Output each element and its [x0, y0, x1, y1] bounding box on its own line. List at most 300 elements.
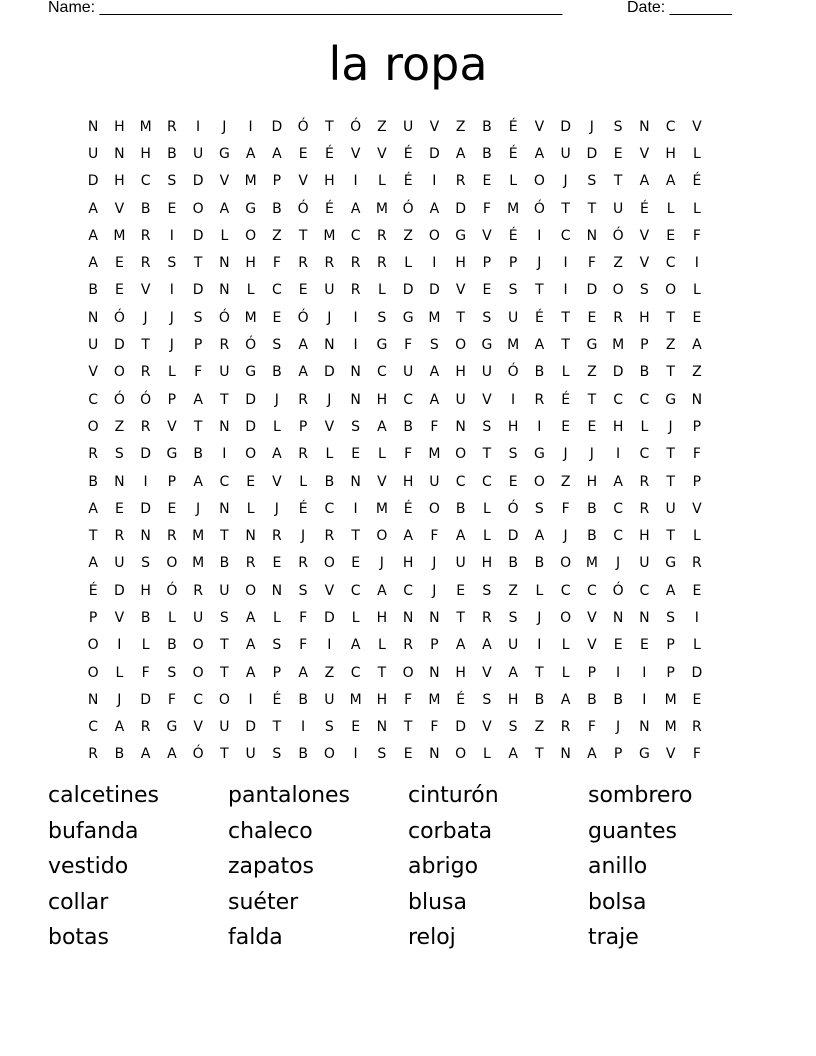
- grid-letter: R: [167, 118, 177, 135]
- grid-letter: A: [88, 255, 98, 272]
- grid-letter: R: [272, 528, 282, 545]
- grid-letter: D: [113, 337, 125, 354]
- grid-letter: A: [560, 691, 571, 708]
- grid-letter: M: [664, 691, 677, 708]
- name-line: Name: ____________________________________________________: [48, 0, 563, 16]
- grid-letter: A: [613, 473, 623, 490]
- grid-letter: A: [639, 173, 650, 190]
- grid-letter: É: [324, 200, 334, 217]
- grid-letter: E: [272, 309, 282, 326]
- grid-letter: E: [272, 555, 282, 572]
- grid-letter: O: [402, 664, 414, 681]
- grid-letter: V: [587, 637, 597, 654]
- grid-row: [80, 604, 736, 631]
- grid-letter: U: [508, 309, 519, 326]
- grid-letter: F: [194, 364, 203, 381]
- grid-letter: G: [218, 145, 230, 162]
- grid-letter: Z: [272, 227, 282, 244]
- grid-letter: O: [428, 227, 440, 244]
- grid-letter: B: [272, 364, 282, 381]
- grid-letter: A: [455, 528, 466, 545]
- grid-letter: H: [455, 364, 466, 381]
- grid-letter: O: [428, 500, 440, 517]
- grid-letter: V: [298, 173, 308, 190]
- grid-letter: H: [376, 391, 388, 408]
- grid-letter: F: [587, 255, 596, 272]
- grid-letter: N: [402, 609, 414, 626]
- grid-letter: N: [429, 664, 440, 681]
- grid-letter: A: [245, 664, 256, 681]
- grid-letter: D: [428, 145, 440, 162]
- grid-letter: S: [167, 255, 177, 272]
- grid-letter: T: [456, 309, 465, 326]
- grid-letter: M: [375, 200, 388, 217]
- grid-letter: M: [323, 227, 336, 244]
- grid-row: [80, 686, 736, 713]
- grid-letter: J: [169, 337, 174, 354]
- grid-letter: S: [508, 446, 518, 463]
- grid-row: [80, 659, 736, 686]
- grid-letter: Ó: [533, 200, 545, 217]
- grid-letter: E: [482, 282, 492, 299]
- grid-row: [80, 577, 736, 604]
- grid-letter: P: [692, 418, 702, 435]
- grid-letter: N: [612, 609, 624, 626]
- grid-letter: J: [196, 500, 201, 517]
- grid-letter: L: [115, 664, 124, 681]
- grid-letter: B: [88, 473, 98, 490]
- grid-letter: H: [665, 145, 676, 162]
- grid-letter: I: [616, 446, 621, 463]
- grid-letter: Ó: [218, 309, 230, 326]
- word-bank-item: guantes: [588, 818, 677, 844]
- grid-letter: S: [272, 337, 282, 354]
- grid-letter: N: [219, 418, 230, 435]
- grid-letter: R: [692, 555, 702, 572]
- grid-letter: O: [533, 473, 545, 490]
- grid-letter: T: [587, 200, 597, 217]
- grid-letter: R: [324, 255, 335, 272]
- grid-letter: S: [587, 173, 597, 190]
- grid-letter: Z: [455, 118, 466, 135]
- grid-letter: T: [613, 173, 623, 190]
- grid-letter: N: [586, 227, 598, 244]
- grid-letter: O: [245, 227, 257, 244]
- grid-letter: B: [219, 555, 230, 572]
- grid-letter: E: [587, 418, 597, 435]
- grid-letter: B: [455, 500, 466, 517]
- grid-letter: O: [87, 418, 99, 435]
- grid-letter: D: [192, 173, 204, 190]
- grid-letter: C: [324, 500, 335, 517]
- grid-letter: I: [327, 637, 332, 654]
- grid-letter: M: [585, 555, 598, 572]
- grid-letter: J: [432, 582, 437, 599]
- grid-letter: E: [403, 746, 413, 763]
- grid-letter: É: [403, 173, 413, 190]
- grid-letter: I: [248, 118, 253, 135]
- grid-letter: C: [639, 582, 650, 599]
- grid-letter: T: [141, 337, 150, 354]
- grid-letter: L: [377, 282, 386, 299]
- grid-letter: T: [220, 746, 229, 763]
- grid-letter: B: [114, 746, 125, 763]
- grid-letter: D: [323, 609, 335, 626]
- grid-letter: V: [639, 255, 650, 272]
- grid-letter: G: [586, 337, 598, 354]
- grid-letter: T: [535, 746, 544, 763]
- grid-letter: P: [692, 473, 702, 490]
- grid-letter: A: [377, 418, 387, 435]
- grid-letter: E: [351, 446, 361, 463]
- grid-letter: V: [639, 145, 650, 162]
- grid-letter: U: [613, 200, 624, 217]
- grid-letter: M: [428, 309, 441, 326]
- grid-letter: V: [534, 118, 545, 135]
- grid-letter: V: [88, 364, 98, 381]
- grid-letter: H: [455, 664, 466, 681]
- grid-letter: E: [351, 555, 361, 572]
- grid-letter: D: [140, 691, 152, 708]
- word-bank-item: botas: [48, 925, 109, 950]
- grid-letter: S: [482, 418, 492, 435]
- grid-letter: C: [350, 227, 361, 244]
- grid-letter: M: [428, 691, 441, 708]
- grid-letter: O: [87, 637, 99, 654]
- grid-letter: T: [666, 364, 675, 381]
- grid-row: [80, 550, 736, 577]
- grid-letter: C: [455, 473, 466, 490]
- grid-letter: H: [114, 173, 125, 190]
- grid-row: [80, 714, 736, 741]
- grid-letter: N: [87, 118, 99, 135]
- grid-letter: S: [272, 746, 282, 763]
- grid-letter: I: [353, 746, 358, 763]
- grid-letter: A: [298, 364, 308, 381]
- grid-letter: A: [88, 227, 98, 244]
- grid-letter: A: [534, 528, 545, 545]
- grid-letter: I: [642, 691, 647, 708]
- grid-letter: J: [327, 309, 332, 326]
- grid-letter: L: [377, 173, 386, 190]
- grid-letter: V: [429, 118, 440, 135]
- grid-letter: O: [323, 555, 335, 572]
- grid-letter: H: [639, 528, 650, 545]
- grid-letter: Z: [403, 227, 413, 244]
- grid-letter: F: [299, 609, 308, 626]
- grid-letter: R: [350, 255, 361, 272]
- grid-letter: U: [508, 637, 519, 654]
- grid-letter: A: [193, 391, 203, 408]
- grid-letter: N: [271, 582, 283, 599]
- grid-letter: Ó: [166, 582, 178, 599]
- grid-letter: H: [376, 691, 388, 708]
- grid-row: [80, 249, 736, 276]
- grid-letter: É: [88, 582, 98, 599]
- grid-letter: B: [88, 282, 98, 299]
- grid-letter: I: [616, 664, 621, 681]
- grid-letter: D: [140, 500, 152, 517]
- grid-letter: C: [613, 391, 624, 408]
- grid-letter: V: [482, 719, 492, 736]
- grid-letter: M: [507, 337, 520, 354]
- grid-letter: N: [691, 391, 703, 408]
- grid-letter: G: [166, 446, 178, 463]
- grid-letter: N: [376, 719, 388, 736]
- grid-row: [80, 359, 736, 386]
- grid-letter: D: [87, 173, 99, 190]
- grid-letter: A: [508, 664, 518, 681]
- grid-letter: P: [430, 637, 439, 654]
- grid-letter: Z: [613, 255, 623, 272]
- grid-letter: V: [665, 746, 676, 763]
- grid-letter: L: [404, 255, 413, 272]
- grid-letter: S: [429, 337, 439, 354]
- grid-letter: U: [88, 145, 99, 162]
- grid-letter: L: [640, 418, 649, 435]
- grid-row: [80, 522, 736, 549]
- grid-letter: S: [666, 609, 676, 626]
- grid-letter: F: [141, 664, 150, 681]
- grid-letter: S: [193, 309, 203, 326]
- grid-letter: É: [403, 145, 413, 162]
- grid-letter: V: [114, 200, 125, 217]
- grid-letter: N: [350, 364, 361, 381]
- grid-letter: I: [143, 473, 148, 490]
- grid-letter: I: [353, 500, 358, 517]
- grid-letter: L: [325, 446, 334, 463]
- grid-letter: D: [455, 719, 467, 736]
- grid-letter: O: [455, 337, 467, 354]
- grid-letter: V: [324, 582, 335, 599]
- grid-letter: E: [114, 282, 124, 299]
- grid-letter: R: [377, 227, 387, 244]
- grid-letter: D: [612, 364, 624, 381]
- grid-letter: J: [274, 391, 279, 408]
- grid-letter: É: [403, 500, 413, 517]
- grid-letter: F: [692, 227, 701, 244]
- grid-letter: F: [167, 691, 176, 708]
- grid-letter: O: [166, 555, 178, 572]
- grid-letter: M: [612, 337, 625, 354]
- grid-letter: T: [298, 227, 308, 244]
- grid-letter: Ó: [612, 227, 624, 244]
- grid-letter: I: [537, 418, 542, 435]
- grid-letter: T: [220, 637, 229, 654]
- grid-letter: V: [692, 118, 702, 135]
- word-bank-item: cinturón: [408, 783, 499, 808]
- grid-letter: T: [561, 337, 570, 354]
- grid-letter: L: [692, 637, 701, 654]
- grid-letter: R: [140, 255, 151, 272]
- grid-letter: G: [481, 337, 493, 354]
- grid-letter: V: [377, 473, 387, 490]
- grid-letter: T: [666, 446, 675, 463]
- grid-letter: É: [324, 145, 334, 162]
- grid-letter: V: [482, 664, 492, 681]
- grid-letter: N: [639, 719, 650, 736]
- word-bank-item: sombrero: [588, 783, 693, 808]
- grid-letter: L: [272, 418, 281, 435]
- grid-letter: O: [323, 746, 335, 763]
- grid-letter: Z: [587, 364, 597, 381]
- grid-letter: V: [587, 609, 597, 626]
- grid-letter: T: [561, 309, 570, 326]
- grid-letter: C: [376, 364, 387, 381]
- grid-letter: T: [561, 200, 570, 217]
- grid-letter: J: [563, 528, 568, 545]
- grid-letter: Ó: [297, 118, 309, 135]
- grid-letter: I: [694, 255, 699, 272]
- grid-letter: A: [245, 609, 256, 626]
- grid-letter: L: [692, 200, 701, 217]
- grid-letter: R: [560, 719, 571, 736]
- grid-letter: N: [350, 391, 361, 408]
- grid-letter: O: [376, 528, 388, 545]
- grid-letter: V: [140, 282, 151, 299]
- grid-letter: L: [692, 282, 701, 299]
- grid-letter: U: [193, 609, 204, 626]
- grid-letter: R: [140, 418, 151, 435]
- grid-letter: M: [192, 555, 205, 572]
- grid-letter: E: [561, 418, 571, 435]
- grid-letter: G: [638, 746, 650, 763]
- grid-letter: Z: [377, 118, 387, 135]
- grid-letter: O: [560, 555, 572, 572]
- grid-letter: O: [113, 364, 125, 381]
- grid-letter: S: [377, 746, 387, 763]
- word-bank-item: bufanda: [48, 818, 139, 844]
- grid-letter: B: [508, 555, 518, 572]
- grid-letter: J: [589, 118, 594, 135]
- grid-letter: G: [376, 337, 388, 354]
- grid-letter: T: [193, 418, 203, 435]
- grid-letter: P: [272, 173, 282, 190]
- grid-letter: A: [534, 145, 545, 162]
- grid-letter: C: [639, 391, 650, 408]
- grid-letter: O: [192, 200, 204, 217]
- grid-letter: F: [430, 528, 439, 545]
- grid-letter: F: [587, 719, 596, 736]
- grid-letter: E: [613, 145, 623, 162]
- grid-letter: B: [534, 555, 545, 572]
- grid-letter: N: [560, 746, 571, 763]
- grid-letter: U: [114, 555, 125, 572]
- grid-letter: C: [350, 582, 361, 599]
- grid-row: [80, 495, 736, 522]
- word-bank-item: corbata: [408, 818, 493, 844]
- grid-letter: D: [428, 282, 440, 299]
- grid-letter: J: [668, 418, 673, 435]
- grid-letter: N: [350, 473, 361, 490]
- word-bank: [48, 780, 768, 958]
- grid-letter: L: [377, 637, 386, 654]
- grid-letter: C: [639, 446, 650, 463]
- word-bank-item: bolsa: [588, 889, 647, 915]
- grid-letter: D: [140, 446, 152, 463]
- grid-letter: U: [639, 555, 650, 572]
- grid-letter: P: [666, 637, 675, 654]
- grid-letter: Ó: [245, 337, 257, 354]
- grid-letter: E: [351, 719, 361, 736]
- grid-letter: T: [193, 255, 203, 272]
- grid-letter: B: [613, 691, 623, 708]
- grid-letter: E: [167, 500, 177, 517]
- grid-letter: R: [140, 364, 151, 381]
- grid-letter: L: [377, 446, 386, 463]
- word-bank-item: suéter: [228, 889, 299, 915]
- grid-letter: O: [533, 173, 545, 190]
- grid-letter: F: [272, 255, 281, 272]
- grid-letter: S: [272, 637, 282, 654]
- grid-letter: B: [140, 200, 151, 217]
- grid-letter: H: [114, 118, 125, 135]
- grid-letter: S: [639, 282, 649, 299]
- word-bank-item: pantalones: [228, 783, 351, 808]
- grid-letter: T: [666, 473, 675, 490]
- grid-letter: U: [245, 746, 256, 763]
- grid-letter: E: [298, 282, 308, 299]
- grid-letter: J: [379, 555, 384, 572]
- grid-letter: R: [219, 337, 230, 354]
- grid-letter: T: [456, 609, 465, 626]
- grid-letter: N: [429, 609, 440, 626]
- grid-letter: M: [507, 200, 520, 217]
- grid-letter: A: [298, 337, 308, 354]
- grid-letter: G: [533, 446, 545, 463]
- grid-letter: T: [482, 446, 492, 463]
- grid-letter: É: [272, 691, 282, 708]
- grid-letter: Ó: [113, 309, 125, 326]
- grid-letter: L: [561, 364, 570, 381]
- grid-letter: M: [349, 691, 362, 708]
- grid-letter: H: [612, 418, 624, 435]
- grid-letter: O: [455, 746, 467, 763]
- grid-letter: B: [324, 473, 335, 490]
- grid-letter: R: [482, 609, 492, 626]
- grid-letter: Ó: [113, 391, 125, 408]
- grid-letter: J: [327, 391, 332, 408]
- grid-letter: N: [219, 255, 230, 272]
- grid-letter: I: [353, 337, 358, 354]
- grid-letter: É: [508, 145, 518, 162]
- grid-letter: M: [244, 309, 257, 326]
- grid-letter: A: [219, 200, 230, 217]
- grid-letter: S: [351, 418, 361, 435]
- word-bank-item: blusa: [408, 889, 467, 915]
- grid-letter: I: [694, 609, 699, 626]
- grid-letter: H: [324, 173, 335, 190]
- grid-letter: Z: [114, 418, 125, 435]
- grid-letter: É: [298, 500, 308, 517]
- grid-row: [80, 441, 736, 468]
- grid-letter: É: [639, 200, 649, 217]
- grid-letter: D: [192, 227, 204, 244]
- grid-letter: R: [455, 173, 466, 190]
- grid-letter: L: [167, 609, 176, 626]
- grid-letter: B: [272, 200, 282, 217]
- grid-letter: L: [509, 173, 518, 190]
- grid-letter: S: [324, 719, 334, 736]
- grid-letter: B: [403, 418, 413, 435]
- grid-letter: V: [455, 282, 466, 299]
- word-bank-item: reloj: [408, 925, 456, 950]
- word-bank-item: zapatos: [228, 854, 315, 879]
- grid-letter: R: [377, 255, 387, 272]
- word-bank-item: abrigo: [408, 854, 479, 879]
- grid-letter: R: [692, 719, 702, 736]
- grid-letter: B: [298, 691, 308, 708]
